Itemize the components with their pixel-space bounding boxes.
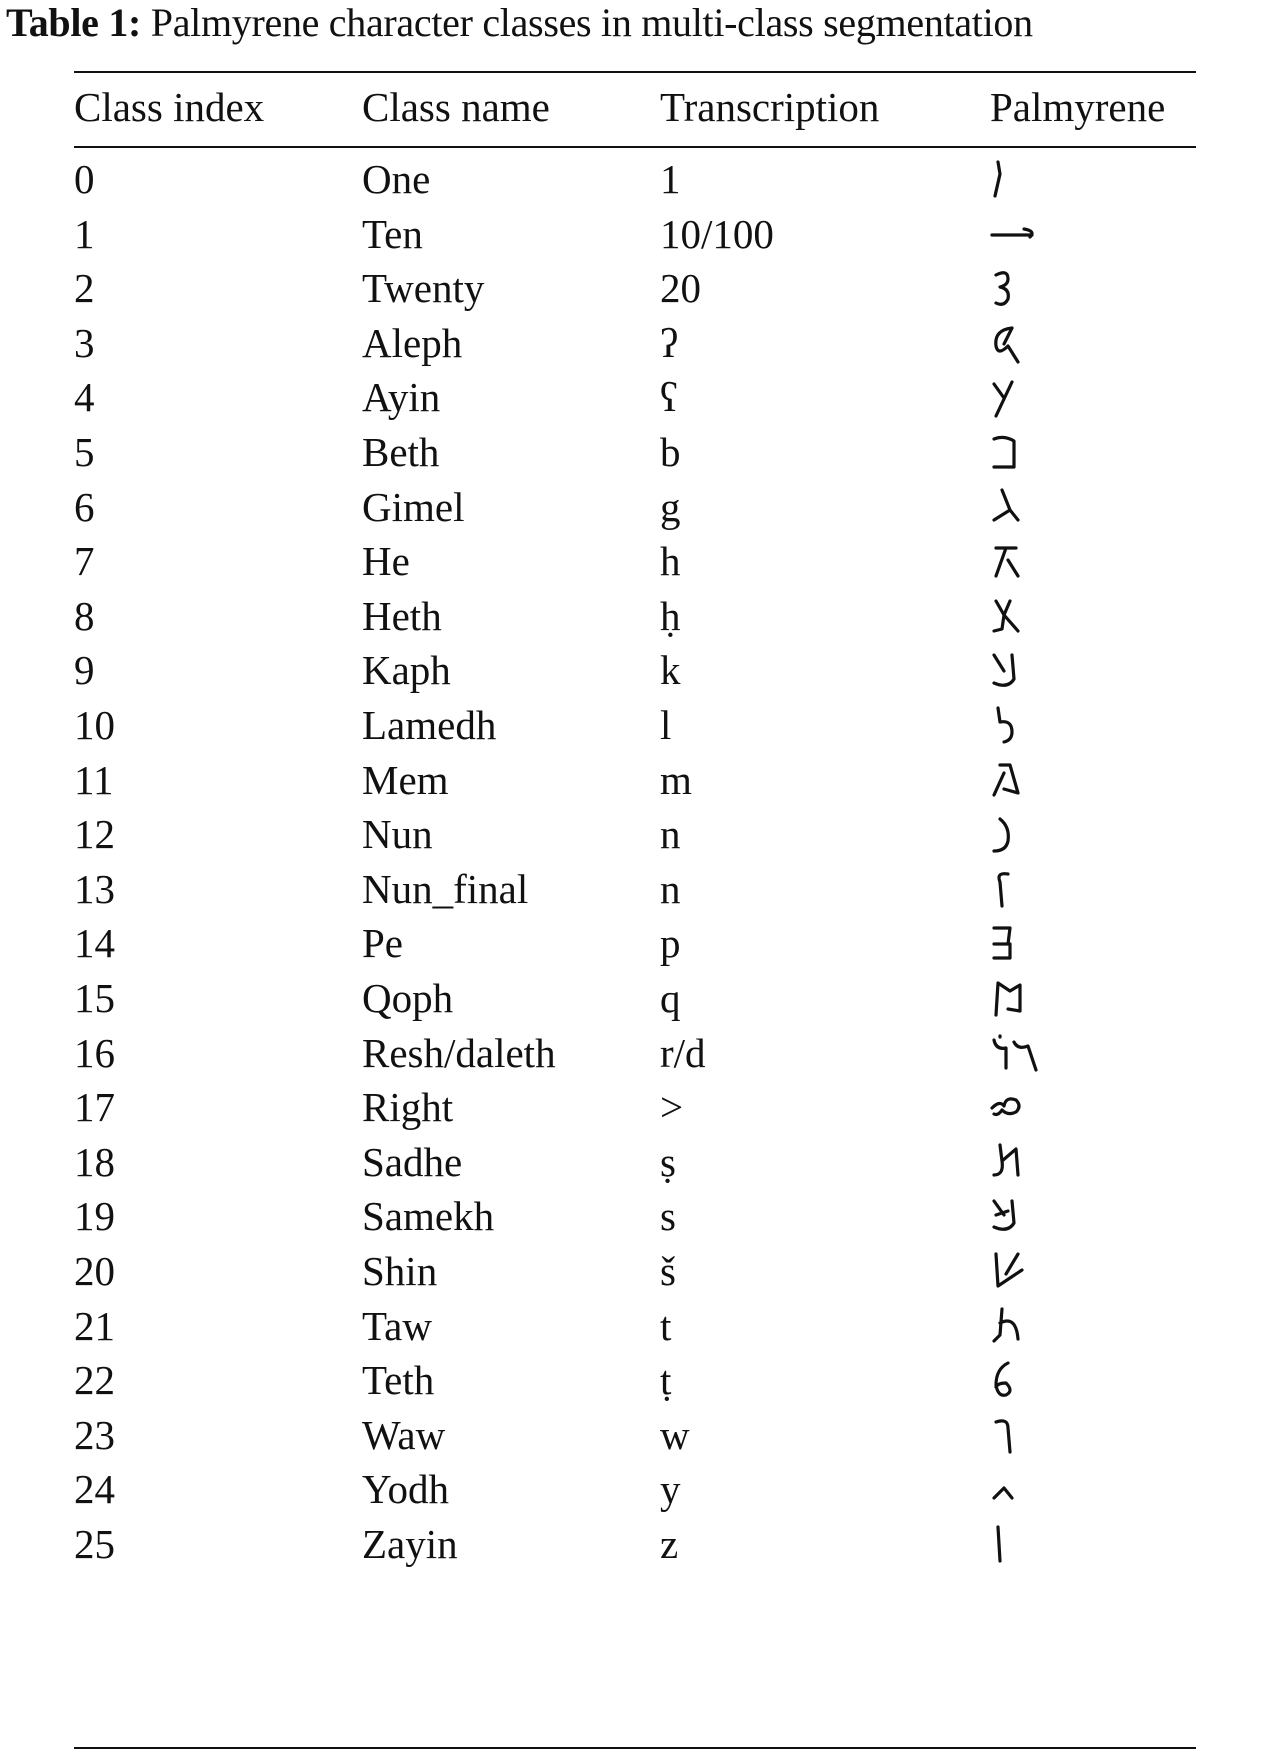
palmyrene-kaph-icon bbox=[990, 649, 1050, 693]
transcription-cell: b bbox=[660, 429, 681, 475]
table-row bbox=[0, 263, 1262, 324]
bottom-rule bbox=[74, 1747, 1196, 1749]
class-name-cell: Twenty bbox=[362, 265, 485, 312]
palmyrene-mem-icon bbox=[990, 759, 1050, 803]
transcription-cell: ʕ bbox=[660, 374, 679, 421]
palmyrene-nun-icon bbox=[990, 813, 1050, 857]
table-row bbox=[0, 1301, 1262, 1362]
transcription-cell: 10/100 bbox=[660, 210, 774, 257]
class-name-cell: Yodh bbox=[362, 1466, 450, 1513]
palmyrene-teth-icon bbox=[990, 1359, 1050, 1403]
palmyrene-twenty-icon bbox=[990, 267, 1050, 311]
table-row bbox=[0, 482, 1262, 543]
table-row bbox=[0, 755, 1262, 816]
table-row bbox=[0, 372, 1262, 433]
class-name-cell: Qoph bbox=[362, 975, 454, 1021]
transcription-cell: 20 bbox=[660, 265, 701, 312]
class-index-cell: 19 bbox=[74, 1193, 115, 1240]
transcription-cell: y bbox=[660, 1466, 681, 1513]
table-row bbox=[0, 1410, 1262, 1471]
palmyrene-shin-icon bbox=[990, 1250, 1050, 1294]
transcription-cell: ḥ bbox=[660, 592, 681, 639]
class-name-cell: Lamedh bbox=[362, 702, 497, 748]
transcription-cell: w bbox=[660, 1411, 690, 1458]
transcription-cell: ʔ bbox=[660, 319, 679, 366]
palmyrene-heth-icon bbox=[990, 595, 1050, 639]
transcription-cell: t bbox=[660, 1302, 672, 1349]
transcription-cell: > bbox=[660, 1084, 684, 1131]
class-name-cell: Teth bbox=[362, 1357, 435, 1404]
class-index-cell: 14 bbox=[74, 920, 115, 967]
class-index-cell: 13 bbox=[74, 865, 115, 912]
class-index-cell: 25 bbox=[74, 1521, 115, 1567]
class-name-cell: Sadhe bbox=[362, 1138, 463, 1185]
class-index-cell: 5 bbox=[74, 429, 95, 475]
class-name-cell: Aleph bbox=[362, 319, 463, 366]
table-row bbox=[0, 318, 1262, 379]
table-row bbox=[0, 1028, 1262, 1089]
class-name-cell: Beth bbox=[362, 429, 440, 475]
palmyrene-right-icon bbox=[990, 1086, 1050, 1130]
header-rule bbox=[74, 146, 1196, 148]
palmyrene-ten-icon bbox=[990, 213, 1050, 257]
class-name-cell: Ayin bbox=[362, 374, 441, 421]
header-class-index: Class index bbox=[74, 84, 265, 130]
class-index-cell: 16 bbox=[74, 1029, 115, 1076]
class-name-cell: One bbox=[362, 156, 431, 202]
palmyrene-aleph-icon bbox=[990, 322, 1050, 366]
table-row bbox=[0, 1246, 1262, 1307]
class-index-cell: 23 bbox=[74, 1411, 115, 1458]
class-name-cell: Gimel bbox=[362, 483, 465, 530]
table-row bbox=[0, 918, 1262, 979]
palmyrene-ayin-icon bbox=[990, 376, 1050, 420]
transcription-cell: n bbox=[660, 865, 681, 912]
table-caption-text: Palmyrene character classes in multi-class segmentation bbox=[141, 0, 1033, 45]
class-name-cell: Nun bbox=[362, 811, 433, 858]
class-index-cell: 9 bbox=[74, 647, 95, 694]
table-row bbox=[0, 1355, 1262, 1416]
table-row bbox=[0, 645, 1262, 706]
table-row bbox=[0, 1519, 1262, 1580]
transcription-cell: p bbox=[660, 920, 681, 967]
palmyrene-samekh-icon bbox=[990, 1195, 1050, 1239]
class-name-cell: Nun_final bbox=[362, 865, 529, 912]
class-name-cell: Kaph bbox=[362, 647, 451, 694]
class-name-cell: Pe bbox=[362, 920, 403, 967]
table-row bbox=[0, 864, 1262, 925]
class-index-cell: 17 bbox=[74, 1084, 115, 1131]
class-name-cell: Right bbox=[362, 1084, 454, 1131]
transcription-cell: q bbox=[660, 975, 681, 1021]
class-index-cell: 4 bbox=[74, 374, 95, 421]
palmyrene-zayin-icon bbox=[990, 1523, 1050, 1567]
class-index-cell: 7 bbox=[74, 538, 95, 585]
class-name-cell: Zayin bbox=[362, 1521, 458, 1567]
class-index-cell: 12 bbox=[74, 811, 115, 858]
class-name-cell: Samekh bbox=[362, 1193, 495, 1240]
header-transcription: Transcription bbox=[660, 84, 880, 130]
table-row bbox=[0, 1191, 1262, 1252]
transcription-cell: ṭ bbox=[660, 1357, 672, 1404]
class-index-cell: 22 bbox=[74, 1357, 115, 1404]
class-index-cell: 3 bbox=[74, 319, 95, 366]
palmyrene-sadhe-icon bbox=[990, 1141, 1050, 1185]
table-row bbox=[0, 973, 1262, 1034]
class-index-cell: 2 bbox=[74, 265, 95, 312]
class-name-cell: Shin bbox=[362, 1248, 438, 1294]
transcription-cell: g bbox=[660, 483, 681, 530]
transcription-cell: n bbox=[660, 811, 681, 858]
table-row bbox=[0, 591, 1262, 652]
class-index-cell: 0 bbox=[74, 156, 95, 202]
class-index-cell: 8 bbox=[74, 592, 95, 639]
table-row bbox=[0, 154, 1262, 215]
transcription-cell: k bbox=[660, 647, 681, 694]
palmyrene-nun-final-icon bbox=[990, 868, 1050, 912]
table-row bbox=[0, 1137, 1262, 1198]
transcription-cell: l bbox=[660, 702, 672, 748]
transcription-cell: m bbox=[660, 756, 692, 803]
class-name-cell: Mem bbox=[362, 756, 449, 803]
class-name-cell: Resh/daleth bbox=[362, 1029, 556, 1076]
transcription-cell: ṣ bbox=[660, 1138, 676, 1185]
palmyrene-lamedh-icon bbox=[990, 704, 1050, 748]
palmyrene-qoph-icon bbox=[990, 977, 1050, 1021]
transcription-cell: h bbox=[660, 538, 681, 585]
table-row bbox=[0, 536, 1262, 597]
top-rule bbox=[74, 71, 1196, 73]
transcription-cell: s bbox=[660, 1193, 676, 1240]
palmyrene-resh-daleth-icon bbox=[990, 1032, 1050, 1076]
header-class-name: Class name bbox=[362, 84, 550, 130]
class-index-cell: 10 bbox=[74, 702, 115, 748]
class-index-cell: 21 bbox=[74, 1302, 115, 1349]
table-row bbox=[0, 1464, 1262, 1525]
class-name-cell: Ten bbox=[362, 210, 423, 257]
palmyrene-gimel-icon bbox=[990, 486, 1050, 530]
class-index-cell: 15 bbox=[74, 975, 115, 1021]
class-index-cell: 20 bbox=[74, 1248, 115, 1294]
class-name-cell: Taw bbox=[362, 1302, 432, 1349]
transcription-cell: z bbox=[660, 1521, 679, 1567]
class-index-cell: 1 bbox=[74, 210, 95, 257]
table-row bbox=[0, 700, 1262, 761]
table-label: Table 1: bbox=[6, 0, 142, 45]
class-index-cell: 24 bbox=[74, 1466, 115, 1513]
class-index-cell: 11 bbox=[74, 756, 114, 803]
palmyrene-one-icon bbox=[990, 158, 1050, 202]
transcription-cell: š bbox=[660, 1248, 676, 1294]
table-row bbox=[0, 427, 1262, 488]
class-name-cell: He bbox=[362, 538, 410, 585]
palmyrene-pe-icon bbox=[990, 922, 1050, 966]
class-index-cell: 6 bbox=[74, 483, 95, 530]
table-row bbox=[0, 209, 1262, 270]
class-index-cell: 18 bbox=[74, 1138, 115, 1185]
class-name-cell: Heth bbox=[362, 592, 442, 639]
transcription-cell: r/d bbox=[660, 1029, 706, 1076]
transcription-cell: 1 bbox=[660, 156, 681, 202]
header-palmyrene: Palmyrene bbox=[990, 84, 1166, 130]
palmyrene-beth-icon bbox=[990, 431, 1050, 475]
table-caption bbox=[6, 0, 1033, 46]
palmyrene-yodh-icon bbox=[990, 1468, 1050, 1512]
palmyrene-waw-icon bbox=[990, 1414, 1050, 1458]
palmyrene-taw-icon bbox=[990, 1305, 1050, 1349]
table-row bbox=[0, 1082, 1262, 1143]
table-row bbox=[0, 809, 1262, 870]
class-name-cell: Waw bbox=[362, 1411, 446, 1458]
palmyrene-he-icon bbox=[990, 540, 1050, 584]
